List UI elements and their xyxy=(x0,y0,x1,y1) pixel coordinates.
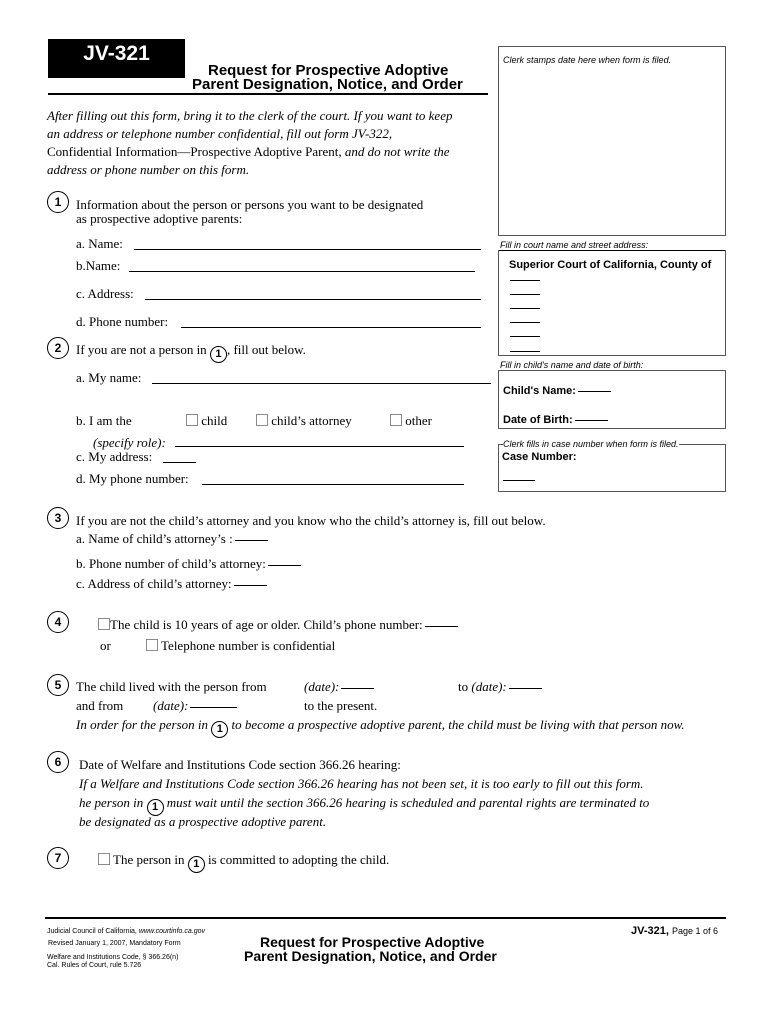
s6-line4: be designated as a prospective adoptive parent. xyxy=(79,814,327,829)
s2-opt-child-label: child xyxy=(201,413,228,428)
s1-address-field[interactable] xyxy=(145,299,481,300)
title-rule xyxy=(48,93,488,95)
s5-note-pre: In order for the person in xyxy=(76,717,209,732)
s2-intro-pre: If you are not a person in xyxy=(76,342,207,357)
s5-note xyxy=(76,717,685,738)
s4-confidential-checkbox[interactable] xyxy=(146,639,158,651)
s7-post: is committed to adopting the child. xyxy=(208,852,390,867)
s3-a-field[interactable] xyxy=(235,540,268,541)
s3-c xyxy=(76,576,267,592)
s1-name-a-label: a. Name: xyxy=(76,236,123,251)
s5-and-from: and from xyxy=(76,698,124,713)
s4-phone-field[interactable] xyxy=(425,626,458,627)
s7-checkbox[interactable] xyxy=(98,853,110,865)
clerk-stamp-note: Clerk stamps date here when form is filed. xyxy=(503,55,672,65)
s6-line1: Date of Welfare and Institutions Code section 366.26 hearing: xyxy=(79,757,401,772)
court-line-3[interactable] xyxy=(510,308,540,309)
footer-page-number: Page 1 of 6 xyxy=(671,926,719,936)
s1-name-b-label: b.Name: xyxy=(76,258,121,273)
instructions-line4: address or phone number on this form. xyxy=(47,162,250,177)
child-name-text: Child's Name: xyxy=(503,385,576,397)
s2-intro xyxy=(76,342,306,363)
footer-council-text: Judicial Council of California, xyxy=(47,928,137,935)
s4-line1-label: The child is 10 years of age or older. Child’s phone number: xyxy=(110,617,423,632)
s4-line2[interactable] xyxy=(146,638,335,654)
s4-age-checkbox[interactable] xyxy=(98,618,110,630)
instructions-line1: After filling out this form, bring it to the clerk of the court. If you want to keep xyxy=(47,108,453,123)
item-ref-1: 1 xyxy=(188,856,205,873)
s7-line[interactable] xyxy=(98,852,389,873)
item-number-7: 7 xyxy=(47,847,69,869)
footer-code: Welfare and Institutions Code, § 366.26(n) xyxy=(47,954,179,961)
court-line-4[interactable] xyxy=(510,322,540,323)
s4-or: or xyxy=(100,638,111,653)
instructions-line3a: Confidential Information—Prospective Adoptive Parent, xyxy=(47,144,342,159)
footer-rules: Cal. Rules of Court, rule 5.726 xyxy=(47,962,142,969)
s5-date1-field[interactable] xyxy=(341,688,374,689)
form-code: JV-321 xyxy=(83,42,150,65)
s2-intro-post: , fill out below. xyxy=(226,342,306,357)
s2-opt-other[interactable] xyxy=(390,413,432,429)
footer-form-code: JV-321, xyxy=(631,925,669,937)
s5-date1-label: (date): xyxy=(304,679,340,694)
court-line-2[interactable] xyxy=(510,294,540,295)
s6-line3-pre: he person in xyxy=(79,795,144,810)
s1-line2: as prospective adoptive parents: xyxy=(76,211,243,226)
s2-specify-field[interactable] xyxy=(175,446,464,447)
item-ref-1: 1 xyxy=(211,721,228,738)
case-number-field[interactable] xyxy=(503,480,535,481)
child-fill-label: Fill in child's name and date of birth: xyxy=(500,360,644,370)
other-checkbox[interactable] xyxy=(390,414,402,426)
s5-date2-field[interactable] xyxy=(509,688,542,689)
item-number-6: 6 xyxy=(47,751,69,773)
item-number-4: 4 xyxy=(47,611,69,633)
s3-b xyxy=(76,556,301,572)
form-title-line1: Request for Prospective Adoptive xyxy=(208,62,449,79)
s1-phone-label: d. Phone number: xyxy=(76,314,169,329)
footer-page xyxy=(631,925,718,937)
s3-b-field[interactable] xyxy=(268,565,301,566)
child-dob-label xyxy=(503,414,608,426)
s3-c-label: c. Address of child’s attorney: xyxy=(76,576,232,591)
s3-b-label: b. Phone number of child’s attorney: xyxy=(76,556,266,571)
footer-title-line2: Parent Designation, Notice, and Order xyxy=(244,948,497,964)
s2-i-am-label: b. I am the xyxy=(76,413,132,428)
item-number-5: 5 xyxy=(47,674,69,696)
s4-line1[interactable] xyxy=(98,617,458,633)
child-name-label xyxy=(503,385,611,397)
s1-phone-field[interactable] xyxy=(181,327,481,328)
s2-my-phone-label: d. My phone number: xyxy=(76,471,189,486)
s1-line1: Information about the person or persons you want to be designated xyxy=(76,197,424,212)
child-dob-text: Date of Birth: xyxy=(503,414,573,426)
s2-opt-attorney-label: child’s attorney xyxy=(271,413,352,428)
attorney-checkbox[interactable] xyxy=(256,414,268,426)
s5-date3-field[interactable] xyxy=(190,707,237,708)
s2-specify-label: (specify role): xyxy=(93,435,166,450)
clerk-stamp-box[interactable] xyxy=(498,46,726,236)
s5-lived: The child lived with the person from xyxy=(76,679,267,694)
s2-my-address-label: c. My address: xyxy=(76,449,153,464)
item-number-1: 1 xyxy=(47,191,69,213)
s2-my-name-field[interactable] xyxy=(152,383,491,384)
s1-name-b-field[interactable] xyxy=(129,271,475,272)
s5-date2-label: (date): xyxy=(471,679,507,694)
footer-title-line1: Request for Prospective Adoptive xyxy=(260,934,485,950)
form-code-badge xyxy=(48,39,185,78)
s5-note-post: to become a prospective adoptive parent, the child must be living with that person now. xyxy=(231,717,685,732)
footer-url[interactable]: www.courtinfo.ca.gov xyxy=(138,928,205,935)
court-line-1[interactable] xyxy=(510,280,540,281)
s3-intro: If you are not the child’s attorney and you know who the child’s attorney is, fill out below. xyxy=(76,513,546,528)
court-line-5[interactable] xyxy=(510,336,540,337)
s7-pre: The person in xyxy=(113,852,185,867)
instructions xyxy=(47,107,452,179)
s6-line3-post: must wait until the section 366.26 hearing is scheduled and parental rights are terminated to xyxy=(166,795,650,810)
s5-date3-label: (date): xyxy=(153,698,189,713)
child-name-field[interactable] xyxy=(578,391,611,392)
court-fill-label: Fill in court name and street address: xyxy=(500,240,649,250)
court-name: Superior Court of California, County of xyxy=(509,259,712,271)
item-number-3: 3 xyxy=(47,507,69,529)
child-checkbox[interactable] xyxy=(186,414,198,426)
item-number-2: 2 xyxy=(47,337,69,359)
s2-my-phone-field[interactable] xyxy=(202,484,464,485)
s2-opt-child[interactable] xyxy=(186,413,227,429)
s3-c-field[interactable] xyxy=(234,585,267,586)
s4-line2-label: Telephone number is confidential xyxy=(161,638,336,653)
instructions-line3b: and do not write the xyxy=(341,144,450,159)
instructions-line2: an address or telephone number confidential, fill out form JV-322, xyxy=(47,126,393,141)
s1-name-a-field[interactable] xyxy=(134,249,481,250)
item-ref-1: 1 xyxy=(210,346,227,363)
court-line-6[interactable] xyxy=(510,351,540,352)
footer-council xyxy=(47,928,205,935)
child-dob-field[interactable] xyxy=(575,420,608,421)
footer-revised: Revised January 1, 2007, Mandatory Form xyxy=(48,940,181,947)
form-title-line2: Parent Designation, Notice, and Order xyxy=(192,76,463,93)
s2-my-address-field[interactable] xyxy=(163,462,196,463)
s2-my-name-label: a. My name: xyxy=(76,370,142,385)
s3-a xyxy=(76,531,268,547)
s5-present: to the present. xyxy=(304,698,378,713)
item-ref-1: 1 xyxy=(147,799,164,816)
s1-address-label: c. Address: xyxy=(76,286,134,301)
s5-date1 xyxy=(304,679,374,695)
s5-date3 xyxy=(153,698,237,714)
footer-rule xyxy=(45,917,726,919)
s5-date2 xyxy=(458,679,542,695)
case-number-label: Case Number: xyxy=(502,451,577,463)
s5-to-label: to xyxy=(458,679,469,694)
case-fill-label: Clerk fills in case number when form is filed. xyxy=(503,439,679,449)
s3-a-label: a. Name of child’s attorney’s : xyxy=(76,531,233,546)
s6-line2: If a Welfare and Institutions Code section 366.26 hearing has not been set, it is too early to fill out this form. xyxy=(79,776,644,791)
s6-line3 xyxy=(79,795,649,816)
s2-opt-other-label: other xyxy=(405,413,432,428)
s2-opt-attorney[interactable] xyxy=(256,413,352,429)
